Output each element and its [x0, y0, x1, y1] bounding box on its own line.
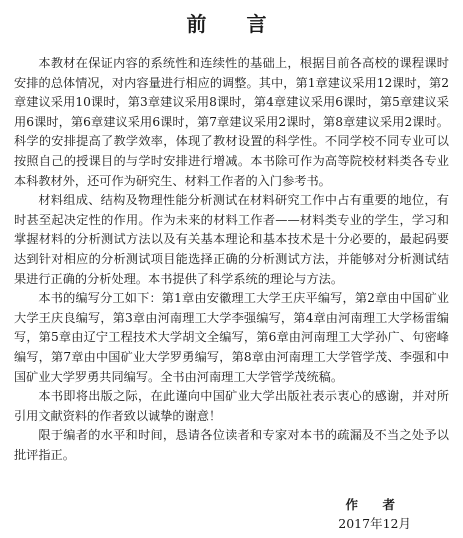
paragraph-course-hours: 本教材在保证内容的系统性和连续性的基础上，根据目前各高校的课程课时安排的总体情况，对内容量进行相应的调整。其中，第1章建议采用12课时，第2章建议采用10课时，第3章建议采用8课时，第4章建议采用6课时，第5章建议采用6课时，第6章建议采用6课时，第7章建议采用2课时，第8章建议采用2课时。科学的安排提高了教学效率，体现了教材设置的科学性。不同学校不同专业可以按照自己的授课目的与学时安排进行增减。本书除可作为高等院校材料类各专业本科教材外，还可作为研究生、材料工作者的入门参考书。	[14, 56, 449, 188]
signature-author: 作 者	[345, 497, 401, 512]
paragraph-authors: 本书的编写分工如下：第1章由安徽理工大学王庆平编写，第2章由中国矿业大学王庆良编写，第3章由河南理工大学李强编写，第4章由河南理工大学杨雷编写，第5章由辽宁工程技术大学胡文全编写，第6章由河南理工大学孙广、句密峰编写，第7章由中国矿业大学罗勇编写，第8章由河南理工大学管学茂、李强和中国矿业大学罗勇共同编写。全书由河南理工大学管学茂统稿。	[14, 291, 449, 384]
paragraph-feedback: 限于编者的水平和时间，恳请各位读者和专家对本书的疏漏及不当之处予以批评指正。	[14, 428, 449, 462]
signature-date: 2017年12月	[338, 516, 411, 531]
paragraph-acknowledgement: 本书即将出版之际，在此谨向中国矿业大学出版社表示衷心的感谢，并对所引用文献资料的作者致以诚挚的谢意！	[14, 389, 449, 423]
page-title: 前 言	[186, 12, 277, 36]
preface-body	[14, 54, 449, 465]
paragraph-importance: 材料组成、结构及物理性能分析测试在材料研究工作中占有重要的地位，有时甚至起决定性的作用。作为未来的材料工作者——材料类专业的学生，学习和掌握材料的分析测试方法以及有关基本理论和基本技术是十分必要的，最起码要达到针对相应的分析测试项目能选择正确的分析测试方法，并能够对分析测试结果进行正确的分析处理。本书提供了科学系统的理论与方法。	[14, 193, 449, 286]
